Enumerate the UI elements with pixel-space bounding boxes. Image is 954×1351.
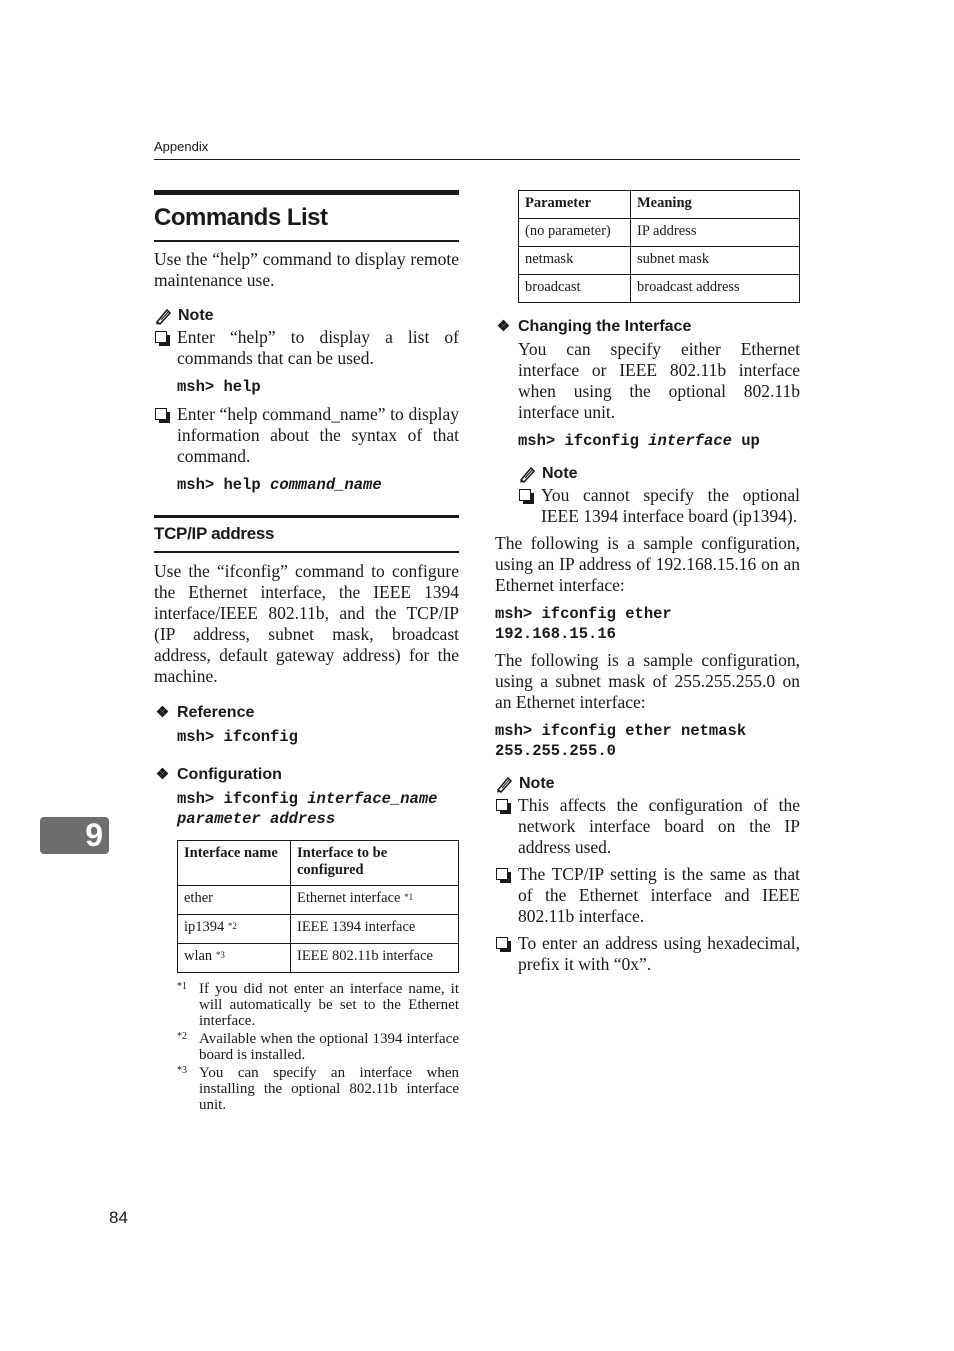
parameter-table-wrap <box>518 190 800 303</box>
footnotes <box>177 981 459 1113</box>
footnote: *3 You can specify an interface when installing the optional 802.11b interface unit. <box>177 1065 459 1113</box>
note-label: Note <box>542 465 578 482</box>
table-cell: IP address <box>631 219 800 247</box>
diamond-icon: ❖ <box>496 318 511 335</box>
table-row <box>178 944 459 973</box>
table-cell: ether <box>178 886 291 915</box>
chapter-title: Commands List <box>154 190 459 242</box>
section-title: TCP/IP address <box>154 515 459 553</box>
table-cell: broadcast address <box>631 275 800 303</box>
checkbox-bullet-icon <box>496 868 508 880</box>
note-list <box>154 327 459 369</box>
note-heading <box>154 305 459 327</box>
table-header-cell: Parameter <box>519 191 631 219</box>
checkbox-bullet-icon <box>519 489 531 501</box>
intro-paragraph: Use the “help” command to display remote maintenance use. <box>154 249 459 290</box>
list-item: Enter “help command_name” to display information about the syntax of that command. <box>154 404 459 467</box>
right-column <box>495 190 800 975</box>
table-cell: wlan $^{*3}$ <box>178 944 291 973</box>
table-cell: netmask <box>519 247 631 275</box>
checkbox-bullet-icon <box>496 937 508 949</box>
chapter-tab: 9 <box>40 817 109 854</box>
table-cell: IEEE 1394 interface <box>291 915 459 944</box>
code-line: msh> ifconfig interface up <box>518 432 760 450</box>
sample-paragraph: The following is a sample configuration, using an IP address of 192.168.15.16 on an Ethernet interface: <box>495 533 800 595</box>
list-item: The TCP/IP setting is the same as that of the Ethernet interface and IEEE 802.11b interface. <box>495 864 800 927</box>
diamond-icon: ❖ <box>155 766 170 783</box>
table-cell: (no parameter) <box>519 219 631 247</box>
table-row <box>519 219 800 247</box>
checkbox-bullet-icon <box>155 408 167 420</box>
code-block: msh> ifconfig interface_name parameter address <box>177 790 438 828</box>
list-item: You cannot specify the optional IEEE 1394 interface board (ip1394). <box>518 485 800 527</box>
table-row <box>178 915 459 944</box>
left-column <box>154 190 459 1115</box>
configuration-heading: ❖ Configuration <box>154 763 459 787</box>
checkbox-bullet-icon <box>155 331 167 343</box>
code-block: msh> ifconfig ether netmask 255.255.255.0 <box>495 722 747 760</box>
interface-table-wrap <box>177 840 459 973</box>
changing-interface-heading: ❖ Changing the Interface <box>495 315 800 339</box>
table-header-cell: Interface to be configured <box>291 841 459 886</box>
changing-paragraph: You can specify either Ethernet interface or IEEE 802.11b interface when using the optional 802.11b interface unit. <box>518 339 800 422</box>
table-cell: broadcast <box>519 275 631 303</box>
pencil-note-icon <box>154 307 174 325</box>
pencil-note-icon <box>495 775 515 793</box>
code-line: msh> help command_name <box>177 476 382 494</box>
pencil-note-icon <box>518 465 538 483</box>
note-list <box>518 485 800 527</box>
running-head: Appendix <box>154 139 800 160</box>
parameter-table <box>518 190 800 303</box>
interface-table <box>177 840 459 973</box>
code-line: msh> ifconfig <box>177 728 298 746</box>
changing-note <box>518 463 800 527</box>
table-cell: Ethernet interface $^{*1}$ <box>291 886 459 915</box>
table-cell: ip1394 $^{*2}$ <box>178 915 291 944</box>
note-label: Note <box>178 307 214 324</box>
footnote: *1 If you did not enter an interface name, it will automatically be set to the Ethernet interface. <box>177 981 459 1029</box>
note-heading <box>495 773 800 795</box>
table-cell: IEEE 802.11b interface <box>291 944 459 973</box>
table-row <box>178 886 459 915</box>
diamond-icon: ❖ <box>155 704 170 721</box>
table-header-cell: Interface name <box>178 841 291 886</box>
list-item: This affects the configuration of the network interface board on the IP address used. <box>495 795 800 858</box>
code-line: msh> help <box>177 378 261 396</box>
table-row <box>519 275 800 303</box>
list-item: To enter an address using hexadecimal, prefix it with “0x”. <box>495 933 800 975</box>
note-list <box>495 795 800 975</box>
list-item: Enter “help” to display a list of commands that can be used. <box>154 327 459 369</box>
code-block: msh> ifconfig ether 192.168.15.16 <box>495 605 672 643</box>
table-row <box>519 247 800 275</box>
sample-paragraph: The following is a sample configuration, using a subnet mask of 255.255.255.0 on an Ethernet interface: <box>495 650 800 712</box>
table-cell: subnet mask <box>631 247 800 275</box>
reference-heading: ❖ Reference <box>154 701 459 725</box>
page-number: 84 <box>109 1208 128 1227</box>
note-list <box>154 404 459 467</box>
footnote: *2 Available when the optional 1394 interface board is installed. <box>177 1031 459 1063</box>
table-header-cell: Meaning <box>631 191 800 219</box>
table-header-row <box>519 191 800 219</box>
table-header-row <box>178 841 459 886</box>
section-paragraph: Use the “ifconfig” command to configure the Ethernet interface, the IEEE 1394 interface/IEEE 802.11b, and the TCP/IP (IP address, subnet mask, broadcast address, default gateway address) for the machine. <box>154 561 459 686</box>
note-label: Note <box>519 775 555 792</box>
note-heading <box>518 463 800 485</box>
checkbox-bullet-icon <box>496 799 508 811</box>
